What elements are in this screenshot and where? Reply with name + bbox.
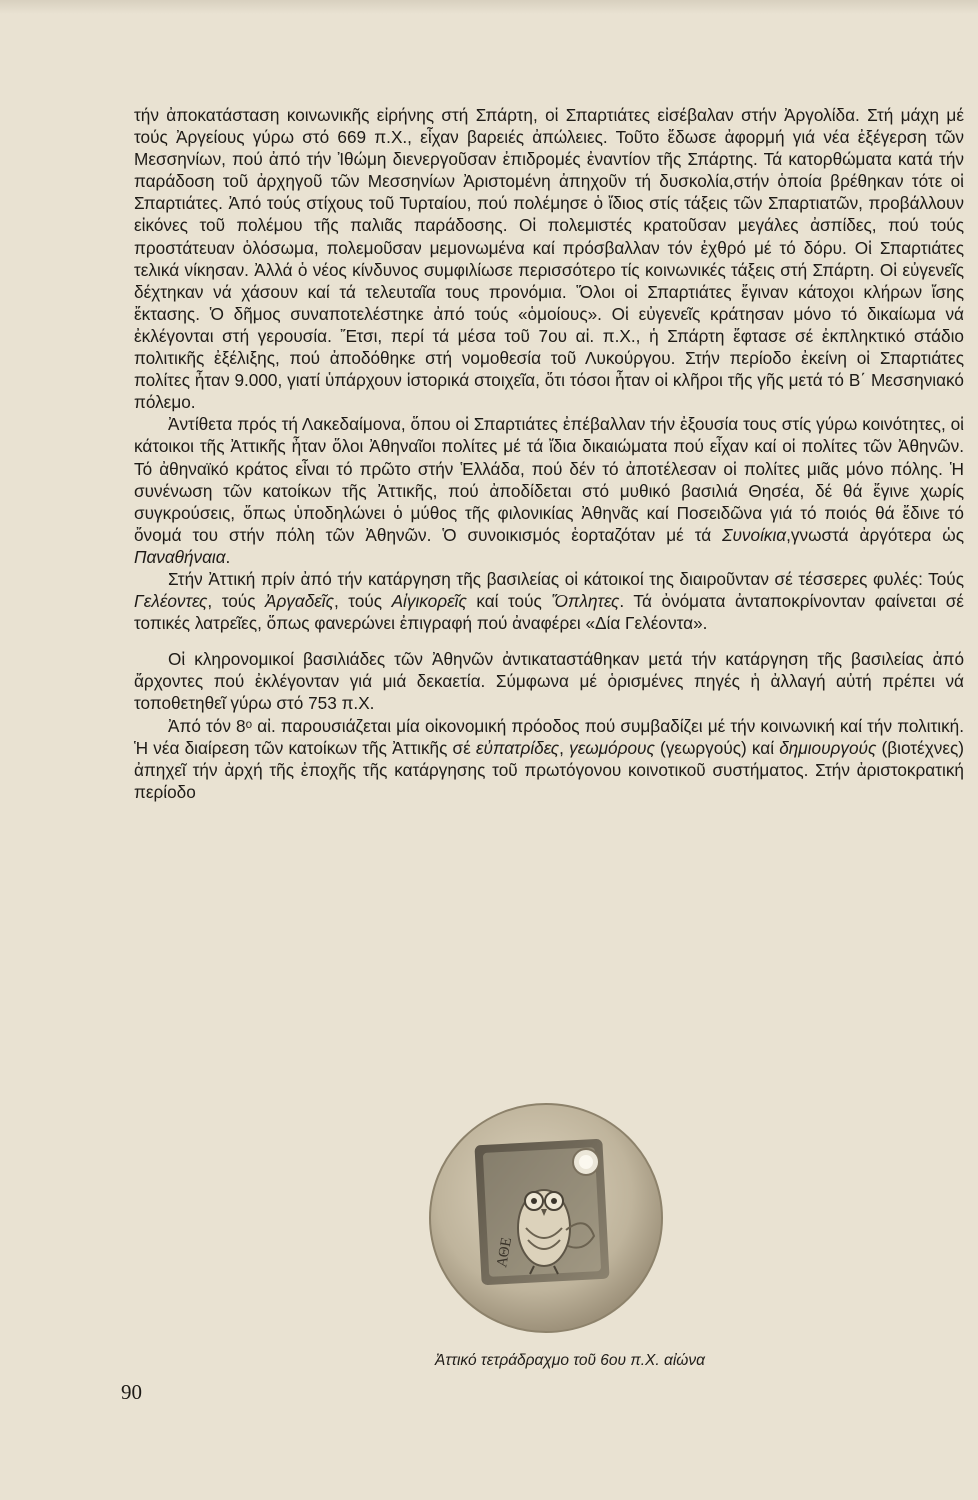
text-run: Οἱ κληρονομικοί βασιλιάδες τῶν Ἀθηνῶν ἀντικαταστάθηκαν μετά τήν κατάργηση τῆς βασιλείας ἀπό ἄρχοντες πού ἐκλέγονταν γιά μιά δεκαετία. Σύμφωνα μέ ὁρισμένες πηγές ἡ ἀλλαγή αὐτή πρέπει νά τοποθετηθεῖ γύρω στό 753 π.Χ. xyxy=(134,649,964,714)
text-run: (βιοτέχνες) ἀπηχεῖ τήν ἀρχή τῆς ἐποχῆς τῆς κατάργησης τοῦ πρωτόγονου κοινοτικοῦ συστήματος. Στήν ἀριστοκρατική περίοδο xyxy=(134,737,965,802)
text-run: Ἀντίθετα πρός τή Λακεδαίμονα, ὅπου οἱ Σπαρτιάτες ἐπέβαλλαν τήν ἐξουσία τους στίς γύρω κοινότητες, οἱ κάτοικοι τῆς Ἀττικῆς ἦταν ὅλοι Ἀθηναῖοι πολίτες μέ τά ἴδια δικαιώματα πού εἶχαν καί οἱ πολίτες τῶν Ἀθηνῶν. Τό ἀθηναϊκό κράτος εἶναι τό πρῶτο στήν Ἑλλάδα, πού δέν τό ἀποτέλεσαν οἱ πολίτες μιᾶς μόνο πόλης. Ἡ συνένωση τῶν κατοίκων τῆς Ἀττικῆς, πού ἀποδίδεται στό μυθικό βασιλιά Θησέα, δέ θά ἔγινε χωρίς συγκρούσεις, ὅπως ὑποδηλώνει ὁ μύθος τῆς φιλονικίας Ἀθηνᾶς καί Ποσειδῶνα γιά τό ποιός θά ἔδινε τό ὄνομά του στήν πόλη τῶν Ἀθηνῶν. Ὁ συνοικισμός ἑορταζόταν μέ τά xyxy=(134,414,964,545)
italic-term: Ὅπλητες xyxy=(551,591,620,612)
text-run: ,γνωστά ἀργότερα ὡς xyxy=(786,524,964,545)
body-text xyxy=(134,104,964,803)
text-run: Στήν Ἀττική πρίν ἀπό τήν κατάργηση τῆς βασιλείας οἱ κάτοικοί της διαιροῦνταν σέ τέσσερες φυλές: Τούς xyxy=(168,568,964,589)
text-run: , τούς xyxy=(207,591,265,612)
coin-legend: ΑΘΕ xyxy=(494,1236,516,1269)
italic-term: Γελέοντες xyxy=(134,591,208,612)
text-run: , xyxy=(559,737,570,758)
figure-caption: Ἀττικό τετράδραχμο τοῦ 6ου π.Χ. αἰώνα xyxy=(435,1352,705,1369)
paragraph-4 xyxy=(134,648,964,714)
text-run: , τούς xyxy=(334,591,392,612)
text-run: . Τά ὀνόματα ἀνταποκρίνονταν φαίνεται σέ τοπικές λατρεῖες, ὅπως φανερώνει ἐπιγραφή πού ἀναφέρει «Δία Γελέοντα». xyxy=(134,591,964,634)
text-run: τήν ἀποκατάσταση κοινωνικῆς εἰρήνης στή Σπάρτη, οἱ Σπαρτιάτες εἰσέβαλαν στήν Ἀργολίδα. Στή μάχη μέ τούς Ἀργείους γύρω στό 669 π.Χ., εἶχαν βαρειές ἀπώλειες. Τοῦτο ἔδωσε ἀφορμή γιά νέα ἐξέγερση τῶν Μεσσηνίων, πού ἀπό τήν Ἰθώμη διενεργοῦσαν ἐπιδρομές ἐναντίον τῆς Σπάρτης. Τά κατορθώματα κατά τήν παράδοση τοῦ ἀρχηγοῦ τῶν Μεσσηνίων Ἀριστομένη ἀπηχοῦν τή δυσκολία,στήν ὁποία βρέθηκαν τότε οἱ Σπαρτιάτες. Ἀπό τούς στίχους τοῦ Τυρταίου, πού πολέμησε ὁ ἴδιος στίς τάξεις τῶν Σπαρτιατῶν, προβάλλουν εἰκόνες τοῦ πολέμου τῆς παλιᾶς παράδοσης. Οἱ πολεμιστές κρατοῦσαν μεγάλες ἀσπίδες, πού τούς προστάτευαν ὁλόσωμα, πολεμοῦσαν μεμονωμένα καί πρόσβαλλαν τόν ἐχθρό μέ τό δόρυ. Οἱ Σπαρτιάτες τελικά νίκησαν. Ἀλλά ὁ νέος κίνδυνος συμφιλίωσε περισσότερο τίς κοινωνικές τάξεις στή Σπάρτη. Οἱ εὐγενεῖς δέχτηκαν νά χάσουν καί τά τελευταῖα τους προνόμια. Ὅλοι οἱ Σπαρτιάτες ἔγιναν κάτοχοι κλήρων ἴσης ἔκτασης. Ὁ δῆμος συναποτελέστηκε ἀπό τούς «ὁμοίους». Οἱ εὐγενεῖς κράτησαν μόνο τό δικαίωμα νά ἐκλέγονται στή γερουσία. Ἔτσι, περί τά μέσα τοῦ 7ου αἰ. π.Χ., ἡ Σπάρτη ἔφτασε σέ ἐκπληκτικό στάδιο πολιτικῆς ἐξέλιξης, πού ἀποδόθηκε στή νομοθεσία τοῦ Λυκούργου. Στήν περίοδο ἐκείνη οἱ Σπαρτιάτες πολίτες ἦταν 9.000, γιατί ὑπάρχουν ἱστορικά στοιχεῖα, ὅτι τόσοι ἦταν οἱ κλῆροι τῆς γῆς μετά τό Β΄ Μεσσηνιακό πόλεμο. xyxy=(134,105,964,413)
text-run: καί τούς xyxy=(466,591,552,612)
text-run: (γεωργούς) καί xyxy=(654,737,780,758)
italic-term: Ἀργαδεῖς xyxy=(265,591,334,612)
text-run: Ἀπό τόν 8ᵒ αἰ. παρουσιάζεται μία οἰκονομική πρόοδος πού συμβαδίζει μέ τήν κοινωνική καί τήν πολιτική. Ἡ νέα διαίρεση τῶν κατοίκων τῆς Ἀττικῆς σέ xyxy=(134,715,964,758)
page-top-edge xyxy=(0,0,978,14)
italic-term: Αἰγικορεῖς xyxy=(391,591,467,612)
italic-term: εὐπατρίδες xyxy=(475,737,560,758)
paragraph-3 xyxy=(134,568,964,634)
page-number: 90 xyxy=(121,1380,142,1404)
paragraph-1 xyxy=(134,104,964,413)
italic-term: Παναθήναια xyxy=(134,546,226,567)
italic-term: δημιουργούς xyxy=(779,737,877,758)
italic-term: γεωμόρους xyxy=(569,737,655,758)
text-run: . xyxy=(225,546,231,567)
paragraph-5 xyxy=(134,715,964,803)
paragraph-2 xyxy=(134,413,964,568)
italic-term: Συνοίκια xyxy=(722,524,787,545)
tetradrachm-coin-image xyxy=(426,1098,666,1338)
